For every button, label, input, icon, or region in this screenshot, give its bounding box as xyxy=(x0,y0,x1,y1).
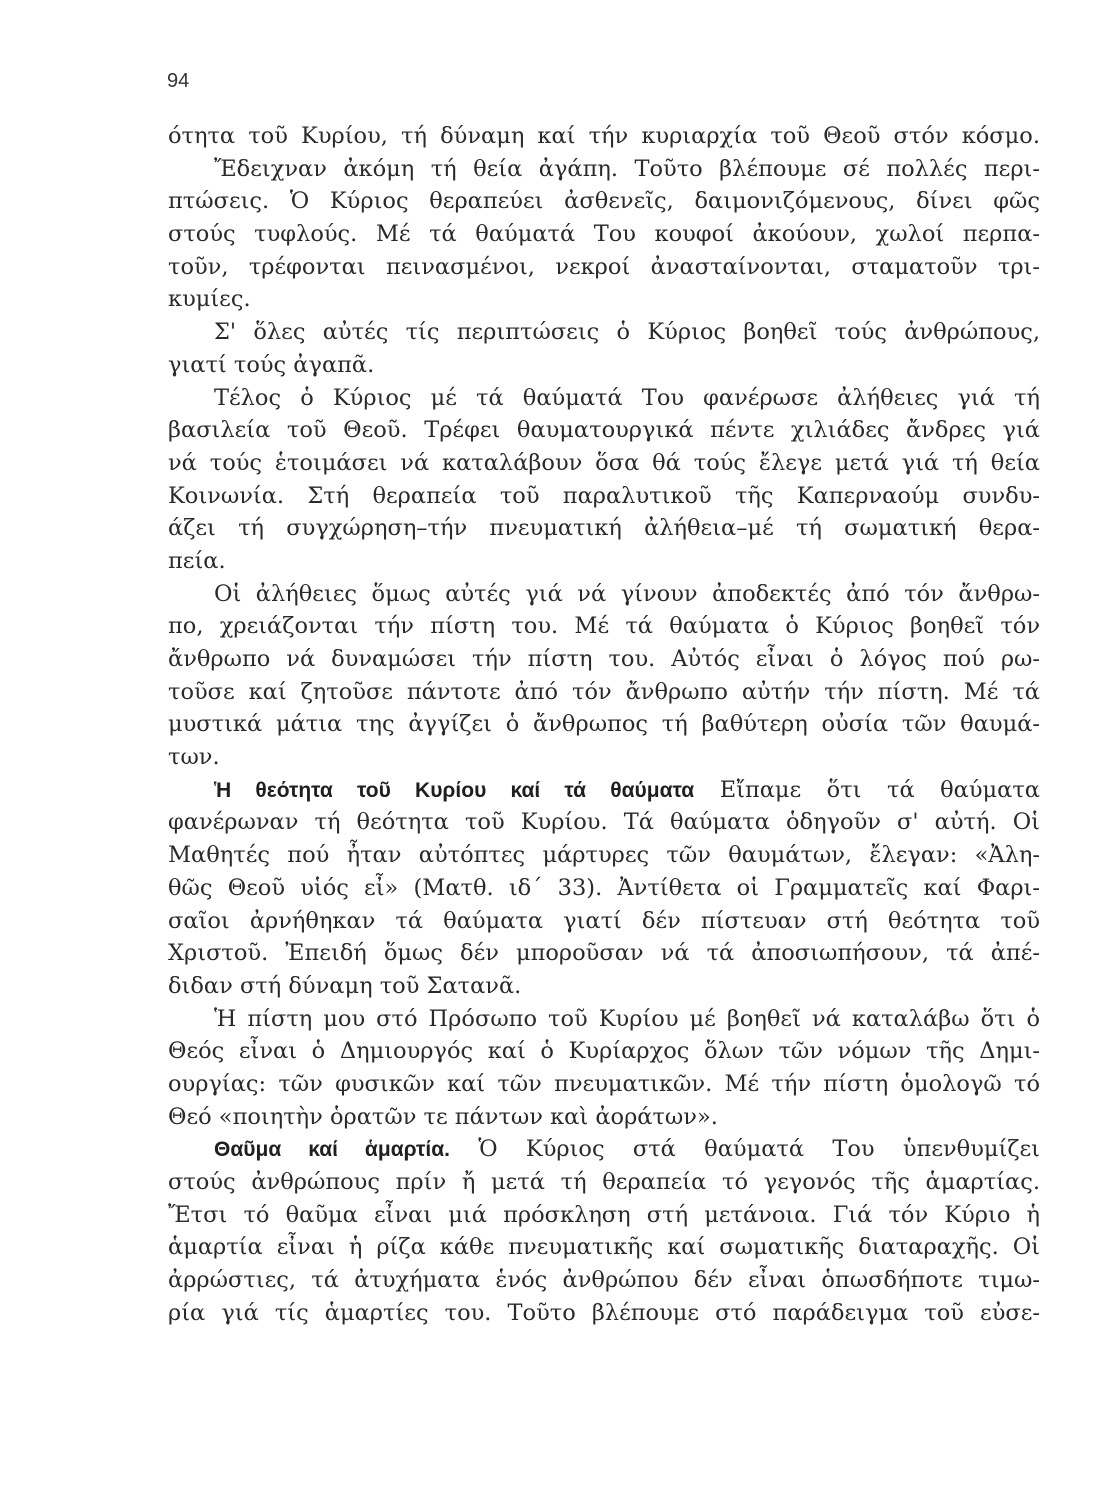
body-text xyxy=(168,120,1040,1329)
text-line xyxy=(168,512,1040,545)
line-text: Ἡ πίστη μου στό Πρόσωπο τοῦ Κυρίου μέ βοηθεῖ νά καταλάβω ὅτι ὁ xyxy=(214,1005,1040,1032)
text-line xyxy=(168,316,1040,349)
line-text: διδαν στή δύναμη τοῦ Σατανᾶ. xyxy=(168,972,522,999)
text-line xyxy=(168,708,1040,741)
line-text: Τέλος ὁ Κύριος μέ τά θαύματά Του φανέρωσε ἀλήθειες γιά τή xyxy=(214,384,1040,411)
line-text: νά τούς ἑτοιμάσει νά καταλάβουν ὅσα θά τούς ἔλεγε μετά γιά τή θεία xyxy=(168,449,1040,476)
line-text: άζει τή συγχώρηση–τήν πνευματική ἀλήθεια–μέ τή σωματική θερα- xyxy=(168,515,1040,542)
line-text: θῶς Θεοῦ υἱός εἶ» (Ματθ. ιδ΄ 33). Ἀντίθετα οἱ Γραμματεῖς καί Φαρι- xyxy=(168,874,1040,901)
line-text: τοῦν, τρέφονται πεινασμένοι, νεκροί ἀνασταίνονται, σταματοῦν τρι- xyxy=(168,253,1040,280)
line-text: τοῦσε καί ζητοῦσε πάντοτε ἀπό τόν ἄνθρωπο αὐτήν τήν πίστη. Μέ τά xyxy=(168,678,1040,705)
line-text: πτώσεις. Ὁ Κύριος θεραπεύει ἀσθενεῖς, δαιμονιζόμενους, δίνει φῶς xyxy=(168,188,1040,215)
text-line xyxy=(168,610,1040,643)
text-line xyxy=(168,480,1040,513)
text-line xyxy=(168,1003,1040,1036)
text-line xyxy=(168,1231,1040,1264)
line-text: ἀρρώστιες, τά ἀτυχήματα ἑνός ἀνθρώπου δέν εἶναι ὁπωσδήποτε τιμω- xyxy=(168,1267,1040,1294)
text-line xyxy=(168,349,1040,382)
text-line xyxy=(168,937,1040,970)
text-line xyxy=(168,251,1040,284)
section-heading: Θαῦμα καί ἁμαρτία. xyxy=(214,1138,450,1162)
text-line xyxy=(168,970,1040,1003)
section-heading-line xyxy=(168,1133,1040,1166)
line-text: Θεός εἶναι ὁ Δημιουργός καί ὁ Κυρίαρχος ὅλων τῶν νόμων τῆς Δημι- xyxy=(168,1038,1040,1065)
text-line xyxy=(168,545,1040,578)
text-line xyxy=(168,741,1040,774)
line-text: πο, χρειάζονται τήν πίστη του. Μέ τά θαύματα ὁ Κύριος βοηθεῖ τόν xyxy=(168,613,1040,640)
line-text: κυμίες. xyxy=(168,286,251,313)
page-number: 94 xyxy=(167,70,190,92)
text-line xyxy=(168,1035,1040,1068)
line-text: Ὁ Κύριος στά θαύματά Του ὑπενθυμίζει xyxy=(449,1136,1040,1163)
line-text: πεία. xyxy=(168,547,226,574)
line-text: ρία γιά τίς ἁμαρτίες του. Τοῦτο βλέπουμε στό παράδειγμα τοῦ εὐσε- xyxy=(168,1299,1040,1326)
line-text: στούς ἀνθρώπους πρίν ἤ μετά τή θεραπεία τό γεγονός τῆς ἁμαρτίας. xyxy=(168,1169,1040,1195)
line-text: ότητα τοῦ Κυρίου, τή δύναμη καί τήν κυριαρχία τοῦ Θεοῦ στόν κόσμο. xyxy=(168,123,1040,149)
text-line xyxy=(168,120,1040,153)
line-text: φανέρωναν τή θεότητα τοῦ Κυρίου. Τά θαύματα ὁδηγοῦν σ' αὐτή. Οἱ xyxy=(168,809,1040,836)
text-line xyxy=(168,806,1040,839)
line-text: Σ' ὅλες αὐτές τίς περιπτώσεις ὁ Κύριος βοηθεῖ τούς ἀνθρώπους, xyxy=(214,319,1040,346)
text-line xyxy=(168,1297,1040,1330)
section-heading: Ἡ θεότητα τοῦ Κυρίου καί τά θαύματα xyxy=(214,778,695,802)
line-text: ἄνθρωπο νά δυναμώσει τήν πίστη του. Αὐτός εἶναι ὁ λόγος πού ρω- xyxy=(168,646,1040,672)
text-line xyxy=(168,676,1040,709)
line-text: Θεό «ποιητὴν ὁρατῶν τε πάντων καὶ ἀοράτων». xyxy=(168,1103,718,1130)
text-line xyxy=(168,1199,1040,1232)
line-text: Ἔδειχναν ἀκόμη τή θεία ἀγάπη. Τοῦτο βλέπουμε σέ πολλές περι- xyxy=(214,155,1040,182)
line-text: Οἱ ἀλήθειες ὅμως αὐτές γιά νά γίνουν ἀποδεκτές ἀπό τόν ἄνθρω- xyxy=(214,580,1040,607)
line-text: Χριστοῦ. Ἐπειδή ὅμως δέν μποροῦσαν νά τά ἀποσιωπήσουν, τά ἀπέ- xyxy=(168,940,1040,967)
text-line xyxy=(168,1101,1040,1134)
section-heading-line xyxy=(168,774,1040,807)
line-text: Κοινωνία. Στή θεραπεία τοῦ παραλυτικοῦ τῆς Καπερναούμ συνδυ- xyxy=(168,482,1040,509)
text-line xyxy=(168,1068,1040,1101)
text-line xyxy=(168,414,1040,447)
text-line xyxy=(168,218,1040,251)
line-text: γιατί τούς ἀγαπᾶ. xyxy=(168,351,375,378)
line-text: στούς τυφλούς. Μέ τά θαύματά Του κουφοί ἀκούουν, χωλοί περπα- xyxy=(168,221,1040,248)
line-text: βασιλεία τοῦ Θεοῦ. Τρέφει θαυματουργικά πέντε χιλιάδες ἄνδρες γιά xyxy=(168,417,1040,444)
text-line xyxy=(168,1166,1040,1199)
text-line xyxy=(168,1264,1040,1297)
line-text: ἁμαρτία εἶναι ἡ ρίζα κάθε πνευματικῆς καί σωματικῆς διαταραχῆς. Οἱ xyxy=(168,1234,1040,1261)
text-line xyxy=(168,643,1040,676)
text-line xyxy=(168,578,1040,611)
line-text: ουργίας: τῶν φυσικῶν καί τῶν πνευματικῶν. Μέ τήν πίστη ὁμολογῶ τό xyxy=(168,1070,1040,1097)
line-text: Ἔτσι τό θαῦμα εἶναι μιά πρόσκληση στή μετάνοια. Γιά τόν Κύριο ἡ xyxy=(168,1201,1040,1228)
line-text: των. xyxy=(168,744,220,771)
text-line xyxy=(168,382,1040,415)
line-text: μυστικά μάτια της ἀγγίζει ὁ ἄνθρωπος τή βαθύτερη οὐσία τῶν θαυμά- xyxy=(168,711,1040,738)
text-line xyxy=(168,905,1040,938)
text-line xyxy=(168,839,1040,872)
text-line xyxy=(168,153,1040,186)
text-line xyxy=(168,872,1040,905)
line-text: σαῖοι ἀρνήθηκαν τά θαύματα γιατί δέν πίστευαν στή θεότητα τοῦ xyxy=(168,907,1040,934)
line-text: Εἴπαμε ὅτι τά θαύματα xyxy=(694,776,1040,803)
text-line xyxy=(168,447,1040,480)
text-line xyxy=(168,283,1040,316)
text-line xyxy=(168,185,1040,218)
line-text: Μαθητές πού ἦταν αὐτόπτες μάρτυρες τῶν θαυμάτων, ἔλεγαν: «Ἀλη- xyxy=(168,842,1040,869)
